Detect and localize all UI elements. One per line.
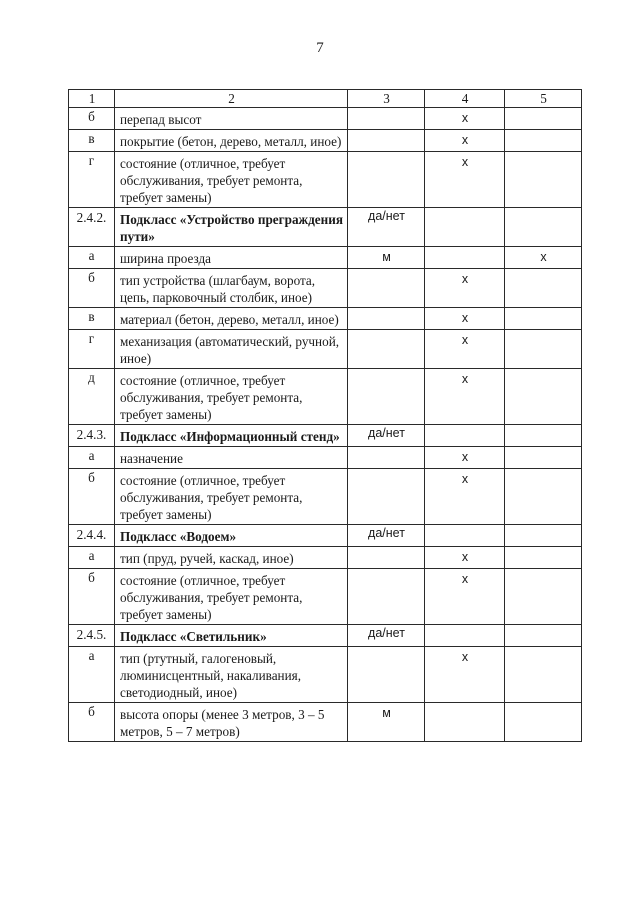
cell-c4: [425, 208, 505, 247]
cell-c5: [505, 447, 582, 469]
cell-c2: тип (ртутный, галогеновый, люминисцентный, накаливания, светодиодный, иное): [115, 647, 348, 703]
cell-c5: [505, 308, 582, 330]
cell-c1: в: [69, 308, 115, 330]
cell-c5: [505, 269, 582, 308]
cell-c4: х: [425, 369, 505, 425]
page-number: 7: [316, 40, 324, 56]
cell-c3: [348, 547, 425, 569]
cell-c2: механизация (автоматический, ручной, иное): [115, 330, 348, 369]
cell-c3: [348, 130, 425, 152]
cell-c3: [348, 330, 425, 369]
table-row: [69, 547, 582, 569]
cell-c5: [505, 569, 582, 625]
cell-c4: х: [425, 152, 505, 208]
cell-c5: [505, 469, 582, 525]
table-row: [69, 447, 582, 469]
cell-c4: [425, 703, 505, 742]
table-row: [69, 130, 582, 152]
table-row: [69, 269, 582, 308]
cell-c1: б: [69, 108, 115, 130]
cell-c5: [505, 108, 582, 130]
cell-c2: перепад высот: [115, 108, 348, 130]
cell-c2: Подкласс «Светильник»: [115, 625, 348, 647]
cell-c1: а: [69, 647, 115, 703]
cell-c4: х: [425, 130, 505, 152]
cell-c1: 2.4.5.: [69, 625, 115, 647]
cell-c5: [505, 625, 582, 647]
subclass-row: [69, 525, 582, 547]
cell-c5: [505, 330, 582, 369]
cell-c2: состояние (отличное, требует обслуживания, требует ремонта, требует замены): [115, 152, 348, 208]
cell-c1: а: [69, 247, 115, 269]
cell-c3: [348, 469, 425, 525]
cell-c5: [505, 425, 582, 447]
cell-c4: [425, 425, 505, 447]
cell-c1: а: [69, 547, 115, 569]
cell-c3: [348, 269, 425, 308]
cell-c1: б: [69, 469, 115, 525]
cell-c3: [348, 308, 425, 330]
cell-c2: назначение: [115, 447, 348, 469]
cell-c1: 2.4.3.: [69, 425, 115, 447]
cell-c5: [505, 547, 582, 569]
table-row: [69, 647, 582, 703]
cell-c3: м: [348, 703, 425, 742]
table-row: [69, 330, 582, 369]
cell-c4: х: [425, 447, 505, 469]
cell-c1: 2.4.2.: [69, 208, 115, 247]
cell-c5: [505, 208, 582, 247]
attributes-table: [68, 89, 582, 742]
table-body: [69, 108, 582, 742]
cell-c5: [505, 647, 582, 703]
table-row: [69, 369, 582, 425]
table-row: [69, 247, 582, 269]
table-row: [69, 569, 582, 625]
cell-c1: б: [69, 703, 115, 742]
cell-c3: [348, 447, 425, 469]
cell-c5: [505, 525, 582, 547]
cell-c1: д: [69, 369, 115, 425]
cell-c3: да/нет: [348, 208, 425, 247]
cell-c2: покрытие (бетон, дерево, металл, иное): [115, 130, 348, 152]
cell-c5: х: [505, 247, 582, 269]
cell-c2: тип (пруд, ручей, каскад, иное): [115, 547, 348, 569]
cell-c3: [348, 108, 425, 130]
cell-c4: [425, 625, 505, 647]
cell-c4: х: [425, 308, 505, 330]
cell-c4: х: [425, 569, 505, 625]
cell-c1: а: [69, 447, 115, 469]
cell-c2: тип устройства (шлагбаум, ворота, цепь, парковочный столбик, иное): [115, 269, 348, 308]
table-row: [69, 469, 582, 525]
column-header: 3: [348, 90, 425, 108]
cell-c2: Подкласс «Водоем»: [115, 525, 348, 547]
cell-c3: да/нет: [348, 425, 425, 447]
cell-c1: б: [69, 569, 115, 625]
cell-c5: [505, 152, 582, 208]
cell-c3: м: [348, 247, 425, 269]
column-header: 2: [115, 90, 348, 108]
cell-c5: [505, 703, 582, 742]
cell-c1: г: [69, 152, 115, 208]
cell-c2: состояние (отличное, требует обслуживания, требует ремонта, требует замены): [115, 569, 348, 625]
cell-c4: х: [425, 647, 505, 703]
table-row: [69, 152, 582, 208]
cell-c2: состояние (отличное, требует обслуживания, требует ремонта, требует замены): [115, 369, 348, 425]
cell-c4: [425, 247, 505, 269]
cell-c1: в: [69, 130, 115, 152]
cell-c2: ширина проезда: [115, 247, 348, 269]
subclass-row: [69, 625, 582, 647]
cell-c1: 2.4.4.: [69, 525, 115, 547]
cell-c3: да/нет: [348, 525, 425, 547]
cell-c5: [505, 130, 582, 152]
cell-c4: [425, 525, 505, 547]
cell-c2: Подкласс «Устройство преграждения пути»: [115, 208, 348, 247]
cell-c2: высота опоры (менее 3 метров, 3 – 5 метров, 5 – 7 метров): [115, 703, 348, 742]
cell-c3: да/нет: [348, 625, 425, 647]
column-header: 1: [69, 90, 115, 108]
table-row: [69, 703, 582, 742]
cell-c3: [348, 647, 425, 703]
cell-c3: [348, 369, 425, 425]
cell-c3: [348, 152, 425, 208]
table-row: [69, 108, 582, 130]
column-header: 5: [505, 90, 582, 108]
cell-c4: х: [425, 469, 505, 525]
cell-c4: х: [425, 330, 505, 369]
cell-c4: х: [425, 547, 505, 569]
cell-c1: б: [69, 269, 115, 308]
column-header: 4: [425, 90, 505, 108]
subclass-row: [69, 208, 582, 247]
cell-c5: [505, 369, 582, 425]
cell-c3: [348, 569, 425, 625]
cell-c2: состояние (отличное, требует обслуживания, требует ремонта, требует замены): [115, 469, 348, 525]
table-header-row: [69, 90, 582, 108]
cell-c4: х: [425, 108, 505, 130]
table-row: [69, 308, 582, 330]
cell-c2: материал (бетон, дерево, металл, иное): [115, 308, 348, 330]
cell-c4: х: [425, 269, 505, 308]
cell-c2: Подкласс «Информационный стенд»: [115, 425, 348, 447]
cell-c1: г: [69, 330, 115, 369]
subclass-row: [69, 425, 582, 447]
